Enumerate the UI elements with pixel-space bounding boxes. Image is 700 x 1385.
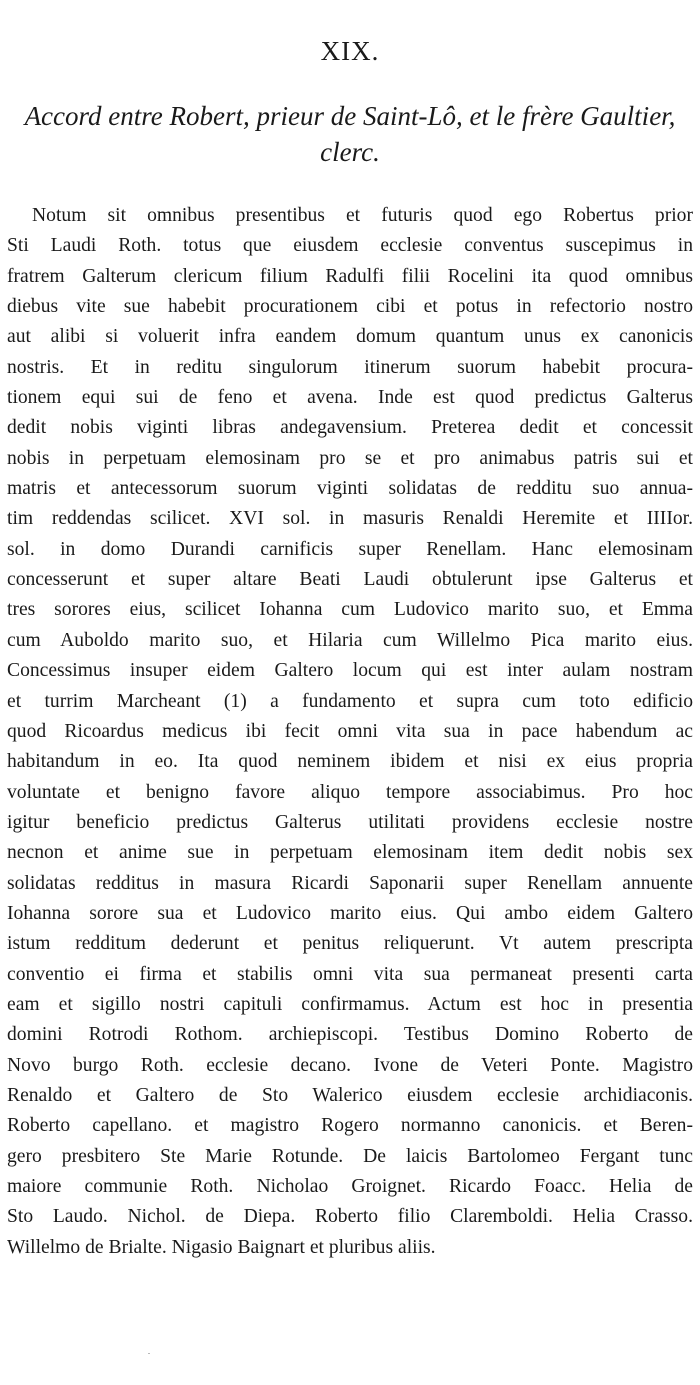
body-line: tres sorores eius, scilicet Iohanna cum Ludovico marito suo, et Emma bbox=[7, 599, 693, 621]
body-line: gero presbitero Ste Marie Rotunde. De laicis Bartolomeo Fergant tunc bbox=[7, 1145, 693, 1167]
body-line: Iohanna sorore sua et Ludovico marito eius. Qui ambo eidem Galtero bbox=[7, 902, 693, 924]
body-line: cum Auboldo marito suo, et Hilaria cum Willelmo Pica marito eius. bbox=[7, 629, 693, 651]
title-line: clerc. bbox=[320, 137, 380, 167]
paper-speck bbox=[148, 1353, 150, 1354]
body-line: nobis in perpetuam elemosinam pro se et pro animabus patris sui et bbox=[7, 447, 693, 469]
body-line: Renaldo et Galtero de Sto Walerico eiusdem ecclesie archidiaconis. bbox=[7, 1084, 693, 1106]
body-line: diebus vite sue habebit procurationem cibi et potus in refectorio nostro bbox=[7, 296, 693, 318]
body-line: conventio ei firma et stabilis omni vita sua permaneat presenti carta bbox=[7, 963, 693, 985]
body-line: concesserunt et super altare Beati Laudi obtulerunt ipse Galterus et bbox=[7, 569, 693, 591]
body-line: dedit nobis viginti libras andegavensium. Preterea dedit et concessit bbox=[7, 417, 693, 439]
body-line: nostris. Et in reditu singulorum itinerum suorum habebit procura- bbox=[7, 356, 693, 378]
body-line: eam et sigillo nostri capituli confirmamus. Actum est hoc in presentia bbox=[7, 993, 693, 1015]
body-line: istum redditum dederunt et penitus reliquerunt. Vt autem prescripta bbox=[7, 933, 693, 955]
body-line: Notum sit omnibus presentibus et futuris quod ego Robertus prior bbox=[32, 205, 693, 226]
body-line: matris et antecessorum suorum viginti solidatas de redditu suo annua- bbox=[7, 478, 693, 500]
body-line: fratrem Galterum clericum filium Radulfi filii Rocelini ita quod omnibus bbox=[7, 265, 693, 287]
charter-number: XIX. bbox=[320, 36, 380, 66]
body-line: solidatas redditus in masura Ricardi Saponarii super Renellam annuente bbox=[7, 872, 693, 894]
title-line: Accord entre Robert, prieur de Saint-Lô, et le frère Gaultier, bbox=[24, 101, 676, 131]
charter-body bbox=[7, 201, 693, 1263]
body-line: tim reddendas scilicet. XVI sol. in masuris Renaldi Heremite et IIIIor. bbox=[7, 508, 693, 530]
body-line: et turrim Marcheant (1) a fundamento et supra cum toto edificio bbox=[7, 690, 693, 712]
body-line: aut alibi si voluerit infra eandem domum quantum unus ex canonicis bbox=[7, 326, 693, 348]
body-line: voluntate et benigno favore aliquo tempore associabimus. Pro hoc bbox=[7, 781, 693, 803]
body-line: habitandum in eo. Ita quod neminem ibidem et nisi ex eius propria bbox=[7, 751, 693, 773]
body-line: Sti Laudi Roth. totus que eiusdem ecclesie conventus suscepimus in bbox=[7, 235, 693, 257]
body-line: Willelmo de Brialte. Nigasio Baignart et pluribus aliis. bbox=[7, 1236, 436, 1258]
body-line: sol. in domo Durandi carnificis super Renellam. Hanc elemosinam bbox=[7, 538, 693, 560]
charter-title bbox=[0, 98, 700, 170]
body-line: necnon et anime sue in perpetuam elemosinam item dedit nobis sex bbox=[7, 842, 693, 864]
body-line: domini Rotrodi Rothom. archiepiscopi. Testibus Domino Roberto de bbox=[7, 1024, 693, 1046]
body-line: Roberto capellano. et magistro Rogero normanno canonicis. et Beren- bbox=[7, 1115, 693, 1137]
body-line: Concessimus insuper eidem Galtero locum qui est inter aulam nostram bbox=[7, 660, 693, 682]
body-line: quod Ricoardus medicus ibi fecit omni vita sua in pace habendum ac bbox=[7, 720, 693, 742]
body-line: maiore communie Roth. Nicholao Groignet. Ricardo Foacc. Helia de bbox=[7, 1176, 693, 1197]
body-line: Sto Laudo. Nichol. de Diepa. Roberto filio Claremboldi. Helia Crasso. bbox=[7, 1206, 693, 1228]
body-line: Novo burgo Roth. ecclesie decano. Ivone de Veteri Ponte. Magistro bbox=[7, 1054, 693, 1076]
body-line: tionem equi sui de feno et avena. Inde est quod predictus Galterus bbox=[7, 387, 693, 409]
body-line: igitur beneficio predictus Galterus utilitati providens ecclesie nostre bbox=[7, 811, 693, 833]
